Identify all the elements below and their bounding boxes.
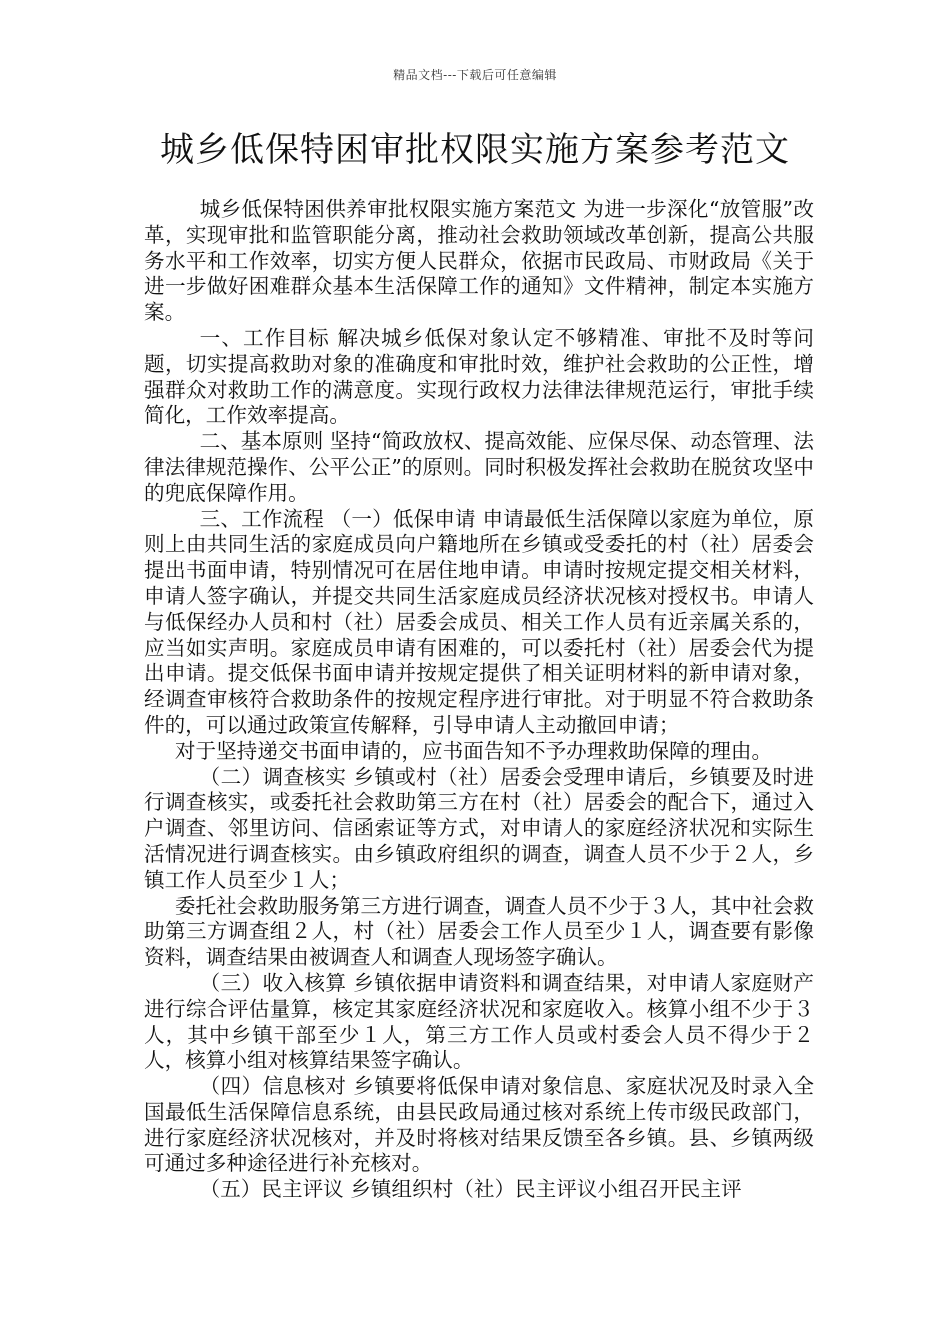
paragraph-investigation: （二）调查核实 乡镇或村（社）居委会受理申请后，乡镇要及时进行调查核实，或委托社会救助第三方在村（社）居委会的配合下，通过入户调查、邻里访问、信函索证等方式，对申请人的家庭经济状况和实际生活情况进行调查核实。由乡镇政府组织的调查，调查人员不少于２人，乡镇工作人员至少１人； bbox=[144, 764, 814, 892]
paragraph-democratic-review: （五）民主评议 乡镇组织村（社）民主评议小组召开民主评 bbox=[199, 1177, 742, 1202]
paragraph-principles: 二、基本原则 坚持“简政放权、提高效能、应保尽保、动态管理、法律法律规范操作、公平公正”的原则。同时积极发挥社会救助在脱贫攻坚中的兜底保障作用。 bbox=[144, 429, 814, 505]
paragraph-information-check: （四）信息核对 乡镇要将低保申请对象信息、家庭状况及时录入全国最低生活保障信息系统，由县民政局通过核对系统上传市级民政部门，进行家庭经济状况核对，并及时将核对结果反馈至各乡镇。县、乡镇两级可通过多种途径进行补充核对。 bbox=[144, 1074, 814, 1176]
paragraph-third-party-investigation: 委托社会救助服务第三方进行调查，调查人员不少于３人，其中社会救助第三方调查组２人，村（社）居委会工作人员至少１人，调查要有影像资料，调查结果由被调查人和调查人现场签字确认。 bbox=[144, 893, 814, 970]
paragraph-intro: 城乡低保特困供养审批权限实施方案范文 为进一步深化“放管服”改革，实现审批和监管职能分离，推动社会救助领域改革创新，提高公共服务水平和工作效率，切实方便人民群众，依据市民政局、市财政局《关于进一步做好困难群众基本生活保障工作的通知》文件精神，制定本实施方案。 bbox=[144, 197, 814, 325]
document-title: 城乡低保特困审批权限实施方案参考范文 bbox=[160, 130, 790, 170]
paragraph-workflow-application: 三、工作流程 （一）低保申请 申请最低生活保障以家庭为单位，原则上由共同生活的家庭成员向户籍地所在乡镇或受委托的村（社）居委会提出书面申请，特别情况可在居住地申请。申请时按规定提交相关材料，申请人签字确认，并提交共同生活家庭成员经济状况核对授权书。申请人与低保经办人员和村（社）居委会成员、相关工作人员有近亲属关系的，应当如实声明。家庭成员申请有困难的，可以委托村（社）居委会代为提出申请。提交低保书面申请并按规定提供了相关证明材料的新申请对象，经调查审核符合救助条件的按规定程序进行审批。对于明显不符合救助条件的，可以通过政策宣传解释，引导申请人主动撤回申请； bbox=[144, 506, 814, 737]
header-note: 精品文档---下载后可任意编辑 bbox=[393, 68, 557, 82]
document-body bbox=[144, 197, 814, 1203]
paragraph-written-notice: 对于坚持递交书面申请的，应书面告知不予办理救助保障的理由。 bbox=[174, 738, 773, 763]
paragraph-goals: 一、工作目标 解决城乡低保对象认定不够精准、审批不及时等问题，切实提高救助对象的准确度和审批时效，维护社会救助的公正性，增强群众对救助工作的满意度。实现行政权力法律法律规范运行，审批手续简化，工作效率提高。 bbox=[144, 325, 814, 428]
paragraph-income-accounting: （三）收入核算 乡镇依据申请资料和调查结果，对申请人家庭财产进行综合评估量算，核定其家庭经济状况和家庭收入。核算小组不少于３人，其中乡镇干部至少１人，第三方工作人员或村委会人员不得少于２人，核算小组对核算结果签字确认。 bbox=[144, 970, 814, 1073]
